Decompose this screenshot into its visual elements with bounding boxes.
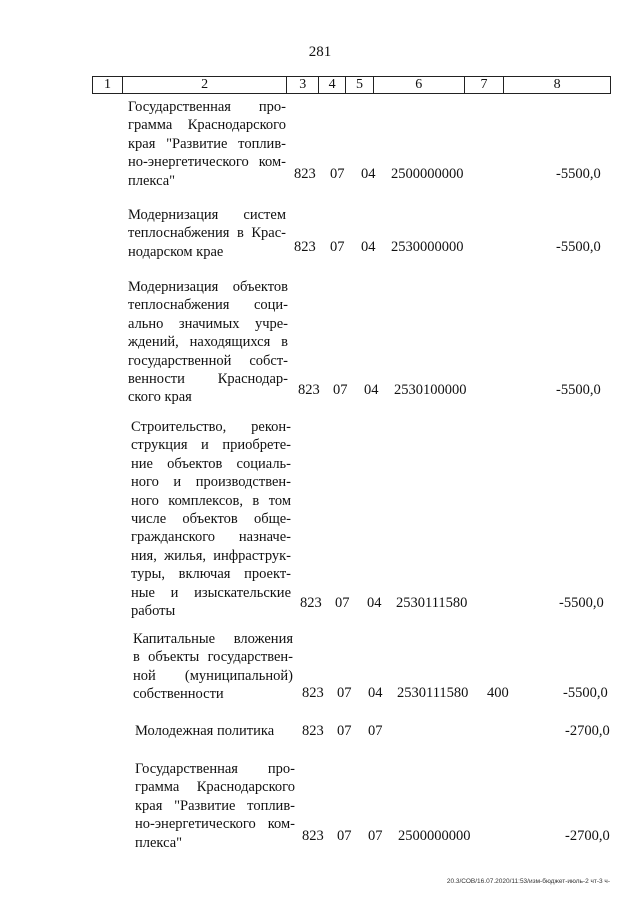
description-line: края "Развитие топлив- (128, 135, 286, 152)
description-line: ние объектов социаль- (131, 455, 291, 472)
value-col8: -2700,0 (565, 723, 610, 739)
value-col6: 2530100000 (394, 382, 467, 398)
value-col8: -2700,0 (565, 828, 610, 844)
description-line: в объекты государствен- (133, 649, 293, 666)
header-cell-6: 6 (374, 77, 465, 93)
description-line: Модернизация систем (128, 207, 286, 223)
value-col5: 04 (368, 685, 383, 701)
description-line: туры, включая проект- (131, 566, 291, 583)
value-col3: 823 (294, 166, 316, 182)
value-col6: 2500000000 (391, 166, 464, 182)
description-line: Молодежная политика (135, 723, 275, 739)
value-col3: 823 (300, 595, 322, 611)
value-col5: 04 (367, 595, 382, 611)
header-cell-4: 4 (319, 77, 346, 93)
description-line: Государственная про- (135, 761, 295, 777)
column-number-header (92, 76, 611, 94)
description-line: струкция и приобрете- (131, 437, 291, 454)
description-line: ского края (128, 389, 192, 406)
value-col5: 04 (364, 382, 379, 398)
header-cell-8: 8 (553, 77, 561, 92)
header-cell-1: 1 (93, 77, 123, 93)
page-number: 281 (308, 44, 332, 60)
value-col5: 04 (361, 166, 376, 182)
value-col6: 2530111580 (397, 685, 469, 701)
value-col8: -5500,0 (563, 685, 608, 701)
value-col8: -5500,0 (556, 382, 601, 398)
value-col4: 07 (330, 239, 345, 255)
value-col4: 07 (337, 828, 352, 844)
header-cell-3: 3 (287, 77, 319, 93)
value-col3: 823 (294, 239, 316, 255)
description-line: венности Краснодар- (128, 370, 288, 387)
value-col4: 07 (337, 685, 352, 701)
value-col8: -5500,0 (556, 239, 601, 255)
description-line: ально значимых учре- (128, 315, 288, 332)
description-line: теплоснабжения в Крас- (128, 225, 286, 242)
description-line: работы (131, 602, 176, 619)
description-line: ния, жилья, инфраструк- (131, 547, 291, 564)
header-cell-5: 5 (346, 77, 374, 93)
value-col5: 07 (368, 723, 383, 739)
value-col3: 823 (302, 723, 324, 739)
description-line: Капитальные вложения (133, 631, 293, 647)
value-col4: 07 (330, 166, 345, 182)
description-line: гражданского назначе- (131, 529, 291, 546)
row-description (133, 630, 293, 704)
value-col4: 07 (335, 595, 350, 611)
description-line: теплоснабжения соци- (128, 297, 288, 314)
value-col7: 400 (487, 685, 509, 701)
document-footer-id: 20.3/СОВ/16.07.2020/11:53/изм-бюджет-июль-2 чт-3 ч- (446, 878, 610, 885)
row-description (128, 98, 286, 190)
row-description (131, 418, 291, 620)
row-description (135, 760, 295, 852)
description-line: плекса" (135, 834, 183, 851)
description-line: но-энергетического ком- (128, 154, 286, 171)
row-description (128, 206, 286, 261)
header-cell-7: 7 (465, 77, 505, 93)
value-col6: 2500000000 (398, 828, 471, 844)
description-line: Модернизация объектов (128, 279, 288, 295)
value-col4: 07 (333, 382, 348, 398)
header-cell-2: 2 (123, 77, 287, 93)
description-line: Государственная про- (128, 99, 286, 115)
description-line: ного комплексов, в том (131, 492, 291, 509)
description-line: но-энергетического ком- (135, 816, 295, 833)
description-line: ждений, находящихся в (128, 334, 288, 351)
description-line: ной (муниципальной) (133, 667, 293, 684)
value-col5: 04 (361, 239, 376, 255)
description-line: грамма Краснодарского (135, 779, 295, 796)
value-col8: -5500,0 (559, 595, 604, 611)
description-line: края "Развитие топлив- (135, 797, 295, 814)
value-col3: 823 (302, 828, 324, 844)
description-line: плекса" (128, 172, 176, 189)
value-col8: -5500,0 (556, 166, 601, 182)
description-line: Строительство, рекон- (131, 419, 291, 435)
description-line: собственности (133, 686, 224, 703)
value-col6: 2530111580 (396, 595, 468, 611)
description-line: ного и производствен- (131, 474, 291, 491)
description-line: государственной собст- (128, 352, 288, 369)
description-line: ные и изыскательские (131, 584, 291, 601)
row-description (128, 278, 288, 407)
value-col3: 823 (302, 685, 324, 701)
value-col3: 823 (298, 382, 320, 398)
value-col4: 07 (337, 723, 352, 739)
value-col6: 2530000000 (391, 239, 464, 255)
description-line: нодарском крае (128, 243, 224, 260)
description-line: грамма Краснодарского (128, 117, 286, 134)
value-col5: 07 (368, 828, 383, 844)
row-description (135, 722, 295, 740)
description-line: числе объектов обще- (131, 510, 291, 527)
